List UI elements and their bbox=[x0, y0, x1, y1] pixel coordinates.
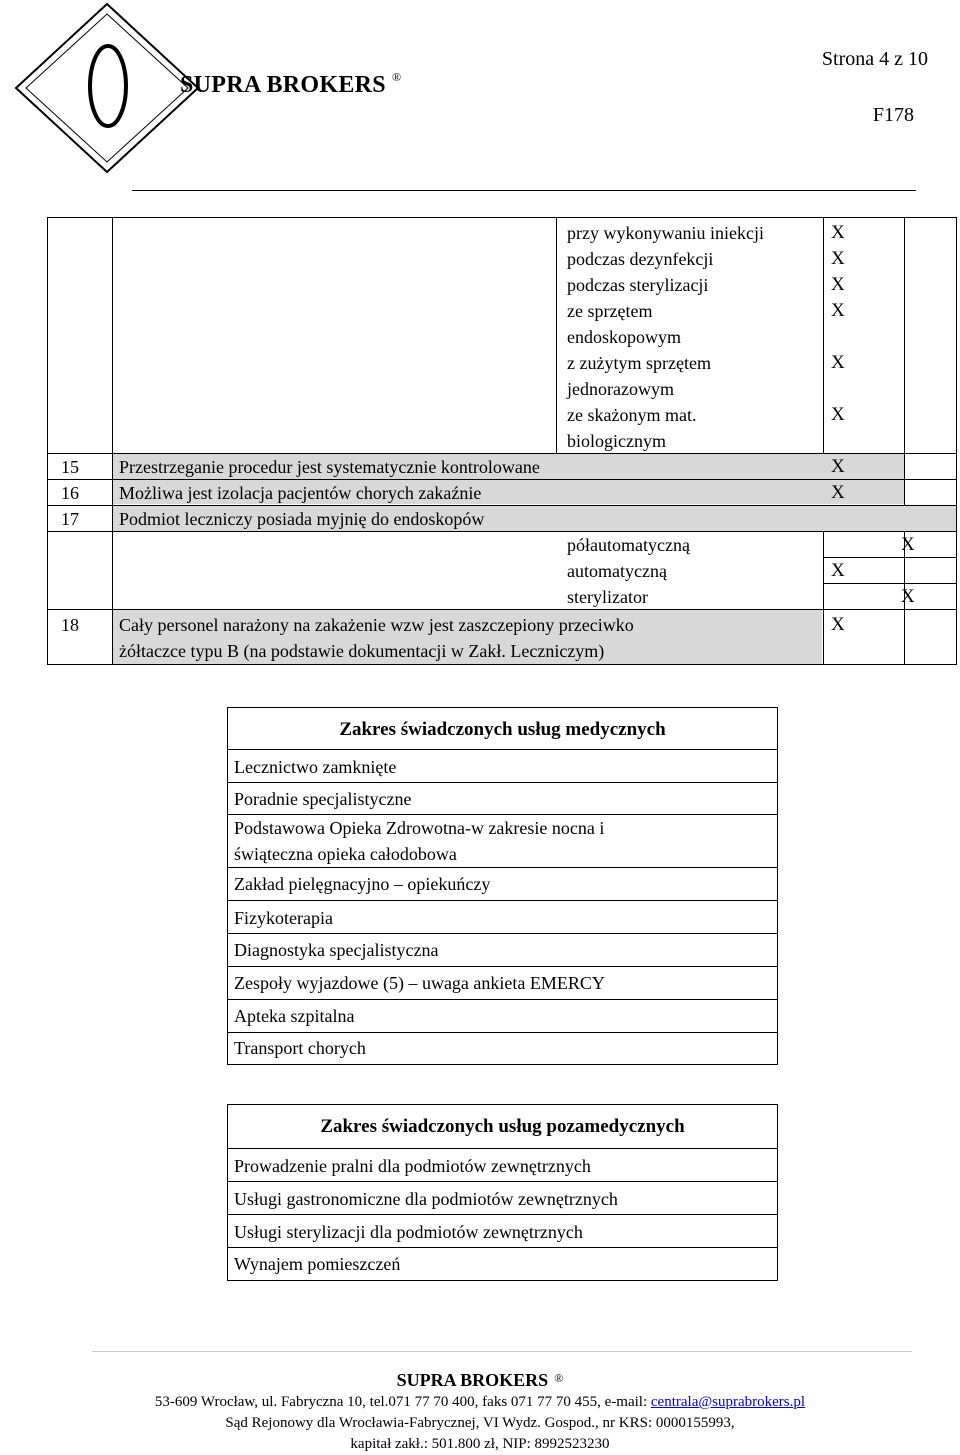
sub-item-label: z zużytym sprzętem bbox=[567, 353, 711, 373]
service-item-line: świąteczna opieka całodobowa bbox=[234, 844, 457, 864]
sub-item-label: podczas sterylizacji bbox=[567, 275, 709, 295]
service-item: Wynajem pomieszczeń bbox=[234, 1254, 401, 1274]
sub-item-label: jednorazowym bbox=[567, 379, 674, 399]
checklist-table bbox=[47, 217, 957, 665]
medical-services-title: Zakres świadczonych usług medycznych bbox=[228, 708, 777, 750]
page-number: Strona 4 z 10 bbox=[821, 48, 928, 70]
x-mark: X bbox=[831, 404, 845, 425]
sub-item-label: półautomatyczną bbox=[567, 535, 690, 555]
footer-rule bbox=[92, 1351, 912, 1352]
sub-item-label: podczas dezynfekcji bbox=[567, 249, 714, 269]
nonmedical-services-table bbox=[227, 1104, 778, 1281]
row-text: Cały personel narażony na zakażenie wzw jest zaszczepiony przeciwko bbox=[119, 615, 634, 635]
sub-item-label: ze skażonym mat. bbox=[567, 405, 697, 425]
sub-item-label: biologicznym bbox=[567, 431, 666, 451]
sub-item-label: automatyczną bbox=[567, 561, 667, 581]
footer-address: 53-609 Wrocław, ul. Fabryczna 10, tel.071 77 70 400, faks 071 77 70 455, e-mail: centrala@suprabrokers.pl bbox=[154, 1394, 806, 1410]
header-rule bbox=[132, 190, 916, 191]
x-mark: X bbox=[831, 560, 845, 581]
medical-services-table bbox=[227, 707, 778, 1065]
service-item: Prowadzenie pralni dla podmiotów zewnętrznych bbox=[228, 1149, 777, 1182]
service-item bbox=[228, 815, 777, 868]
x-mark: X bbox=[831, 482, 845, 503]
service-item: Zespoły wyjazdowe (5) – uwaga ankieta EMERCY bbox=[228, 967, 777, 1000]
row-text: żółtaczce typu B (na podstawie dokumentacji w Zakł. Leczniczym) bbox=[119, 641, 605, 661]
x-mark: X bbox=[831, 300, 845, 321]
company-name: SUPRA BROKERS ® bbox=[180, 70, 402, 98]
x-mark: X bbox=[831, 222, 845, 243]
x-mark: X bbox=[831, 352, 845, 373]
sub-item-label: endoskopowym bbox=[567, 327, 681, 347]
row-text: Przestrzeganie procedur jest systematycznie kontrolowane bbox=[119, 457, 540, 477]
row-number: 15 bbox=[61, 457, 79, 477]
footer bbox=[0, 1368, 960, 1455]
service-item-line: Podstawowa Opieka Zdrowotna-w zakresie nocna i bbox=[234, 818, 605, 838]
x-mark: X bbox=[901, 534, 915, 555]
footer-brand: SUPRA BROKERS ® bbox=[396, 1370, 564, 1390]
company-logo bbox=[12, 0, 202, 175]
service-item: Usługi sterylizacji dla podmiotów zewnętrznych bbox=[228, 1215, 777, 1248]
row-text: Podmiot leczniczy posiada myjnię do endoskopów bbox=[119, 509, 485, 529]
row-text: Możliwa jest izolacja pacjentów chorych zakaźnie bbox=[119, 483, 482, 503]
sub-item-label: sterylizator bbox=[567, 587, 648, 607]
nonmedical-services-title: Zakres świadczonych usług pozamedycznych bbox=[228, 1105, 777, 1149]
service-item: Lecznictwo zamknięte bbox=[228, 750, 777, 783]
footer-capital: kapitał zakł.: 501.800 zł, NIP: 8992523230 bbox=[350, 1436, 610, 1452]
service-item: Diagnostyka specjalistyczna bbox=[228, 934, 777, 967]
row-number: 17 bbox=[61, 509, 79, 529]
row-number: 16 bbox=[61, 483, 79, 503]
service-item: Usługi gastronomiczne dla podmiotów zewnętrznych bbox=[228, 1182, 777, 1215]
x-mark: X bbox=[831, 248, 845, 269]
x-mark: X bbox=[831, 274, 845, 295]
sub-item-label: przy wykonywaniu iniekcji bbox=[567, 223, 764, 243]
form-code: F178 bbox=[872, 104, 914, 126]
email-link[interactable]: centrala@suprabrokers.pl bbox=[650, 1394, 806, 1410]
service-item: Fizykoterapia bbox=[228, 901, 777, 934]
service-item: Zakład pielęgnacyjno – opiekuńczy bbox=[228, 868, 777, 901]
x-mark: X bbox=[831, 614, 845, 635]
service-item: Poradnie specjalistyczne bbox=[228, 783, 777, 815]
service-item: Transport chorych bbox=[234, 1038, 366, 1058]
row-number: 18 bbox=[61, 615, 79, 635]
sub-item-label: ze sprzętem bbox=[567, 301, 653, 321]
footer-court: Sąd Rejonowy dla Wrocławia-Fabrycznej, VI Wydz. Gospod., nr KRS: 0000155993, bbox=[225, 1415, 735, 1431]
x-mark: X bbox=[901, 586, 915, 607]
x-mark: X bbox=[831, 456, 845, 477]
service-item: Apteka szpitalna bbox=[228, 1000, 777, 1033]
